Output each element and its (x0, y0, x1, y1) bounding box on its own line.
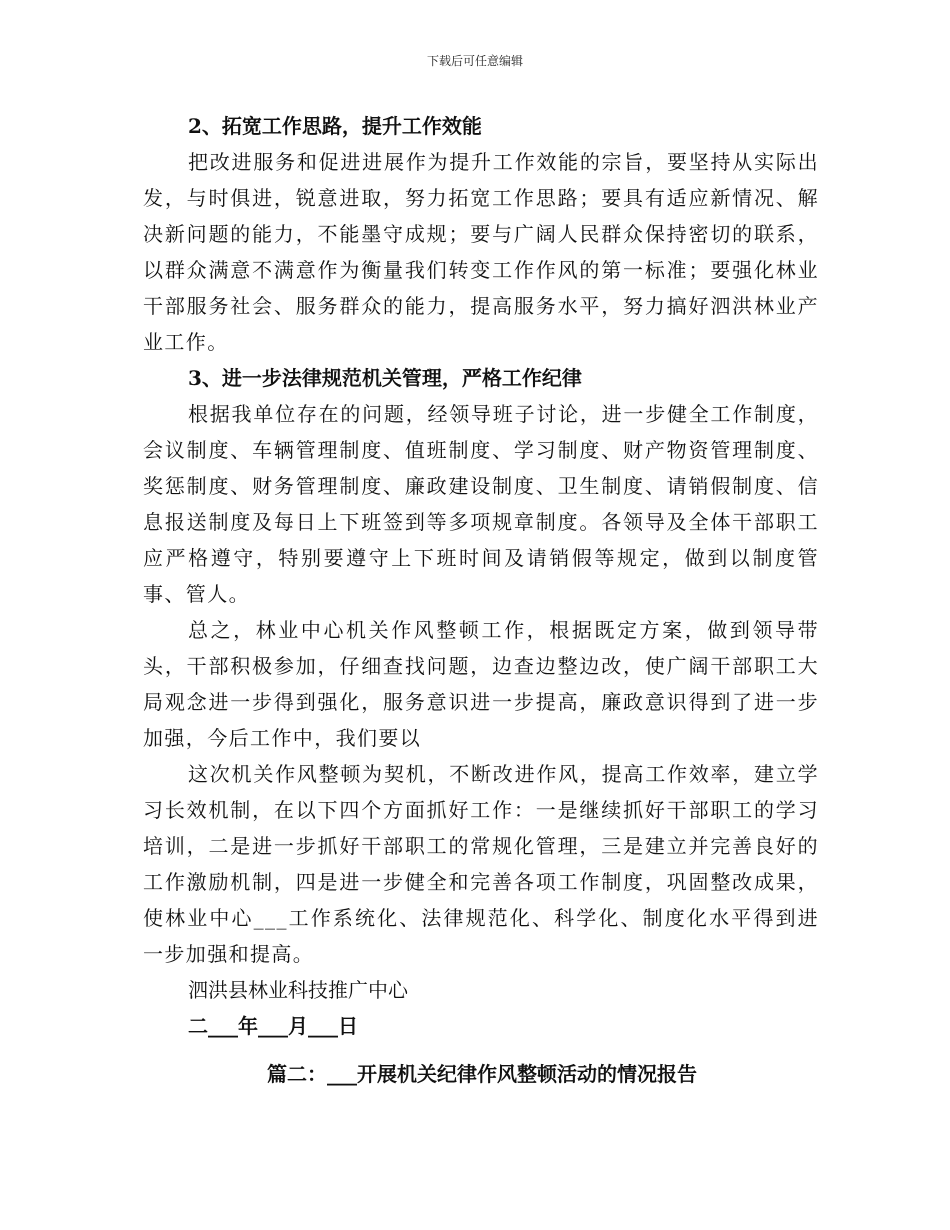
section-heading-2: 2、拓宽工作思路，提升工作效能 (188, 114, 482, 138)
signature-organization: 泗洪县林业科技推广中心 (188, 978, 408, 1002)
signature-date: 二___年___月___日 (188, 1014, 358, 1038)
document-body (143, 108, 819, 1092)
next-article-title: 篇二：___开展机关纪律作风整顿活动的情况报告 (267, 1062, 697, 1086)
paragraph-2: 根据我单位存在的问题，经领导班子讨论，进一步健全工作制度，会议制度、车辆管理制度、值班制度、学习制度、财产物资管理制度、奖惩制度、财务管理制度、廉政建设制度、卫生制度、请销假制度、信息报送制度及每日上下班签到等多项规章制度。各领导及全体干部职工应严格遵守，特别要遵守上下班时间及请销假等规定，做到以制度管事、管人。 (143, 402, 819, 606)
paragraph-4: 这次机关作风整顿为契机，不断改进作风，提高工作效率，建立学习长效机制，在以下四个方面抓好工作：一是继续抓好干部职工的学习培训，二是进一步抓好干部职工的常规化管理，三是建立并完善良好的工作激励机制，四是进一步健全和完善各项工作制度，巩固整改成果，使林业中心___工作系统化、法律规范化、科学化、制度化水平得到进一步加强和提高。 (143, 762, 819, 966)
paragraph-3: 总之，林业中心机关作风整顿工作，根据既定方案，做到领导带头，干部积极参加，仔细查找问题，边查边整边改，使广阔干部职工大局观念进一步得到强化，服务意识进一步提高，廉政意识得到了进一步加强，今后工作中，我们要以 (143, 618, 819, 750)
section-heading-3: 3、进一步法律规范机关管理，严格工作纪律 (188, 366, 582, 390)
header-note: 下载后可任意编辑 (426, 54, 523, 68)
paragraph-1: 把改进服务和促进进展作为提升工作效能的宗旨，要坚持从实际出发，与时俱进，锐意进取，努力拓宽工作思路；要具有适应新情况、解决新问题的能力，不能墨守成规；要与广阔人民群众保持密切的联系，以群众满意不满意作为衡量我们转变工作作风的第一标准；要强化林业干部服务社会、服务群众的能力，提高服务水平，努力搞好泗洪林业产业工作。 (143, 150, 819, 354)
